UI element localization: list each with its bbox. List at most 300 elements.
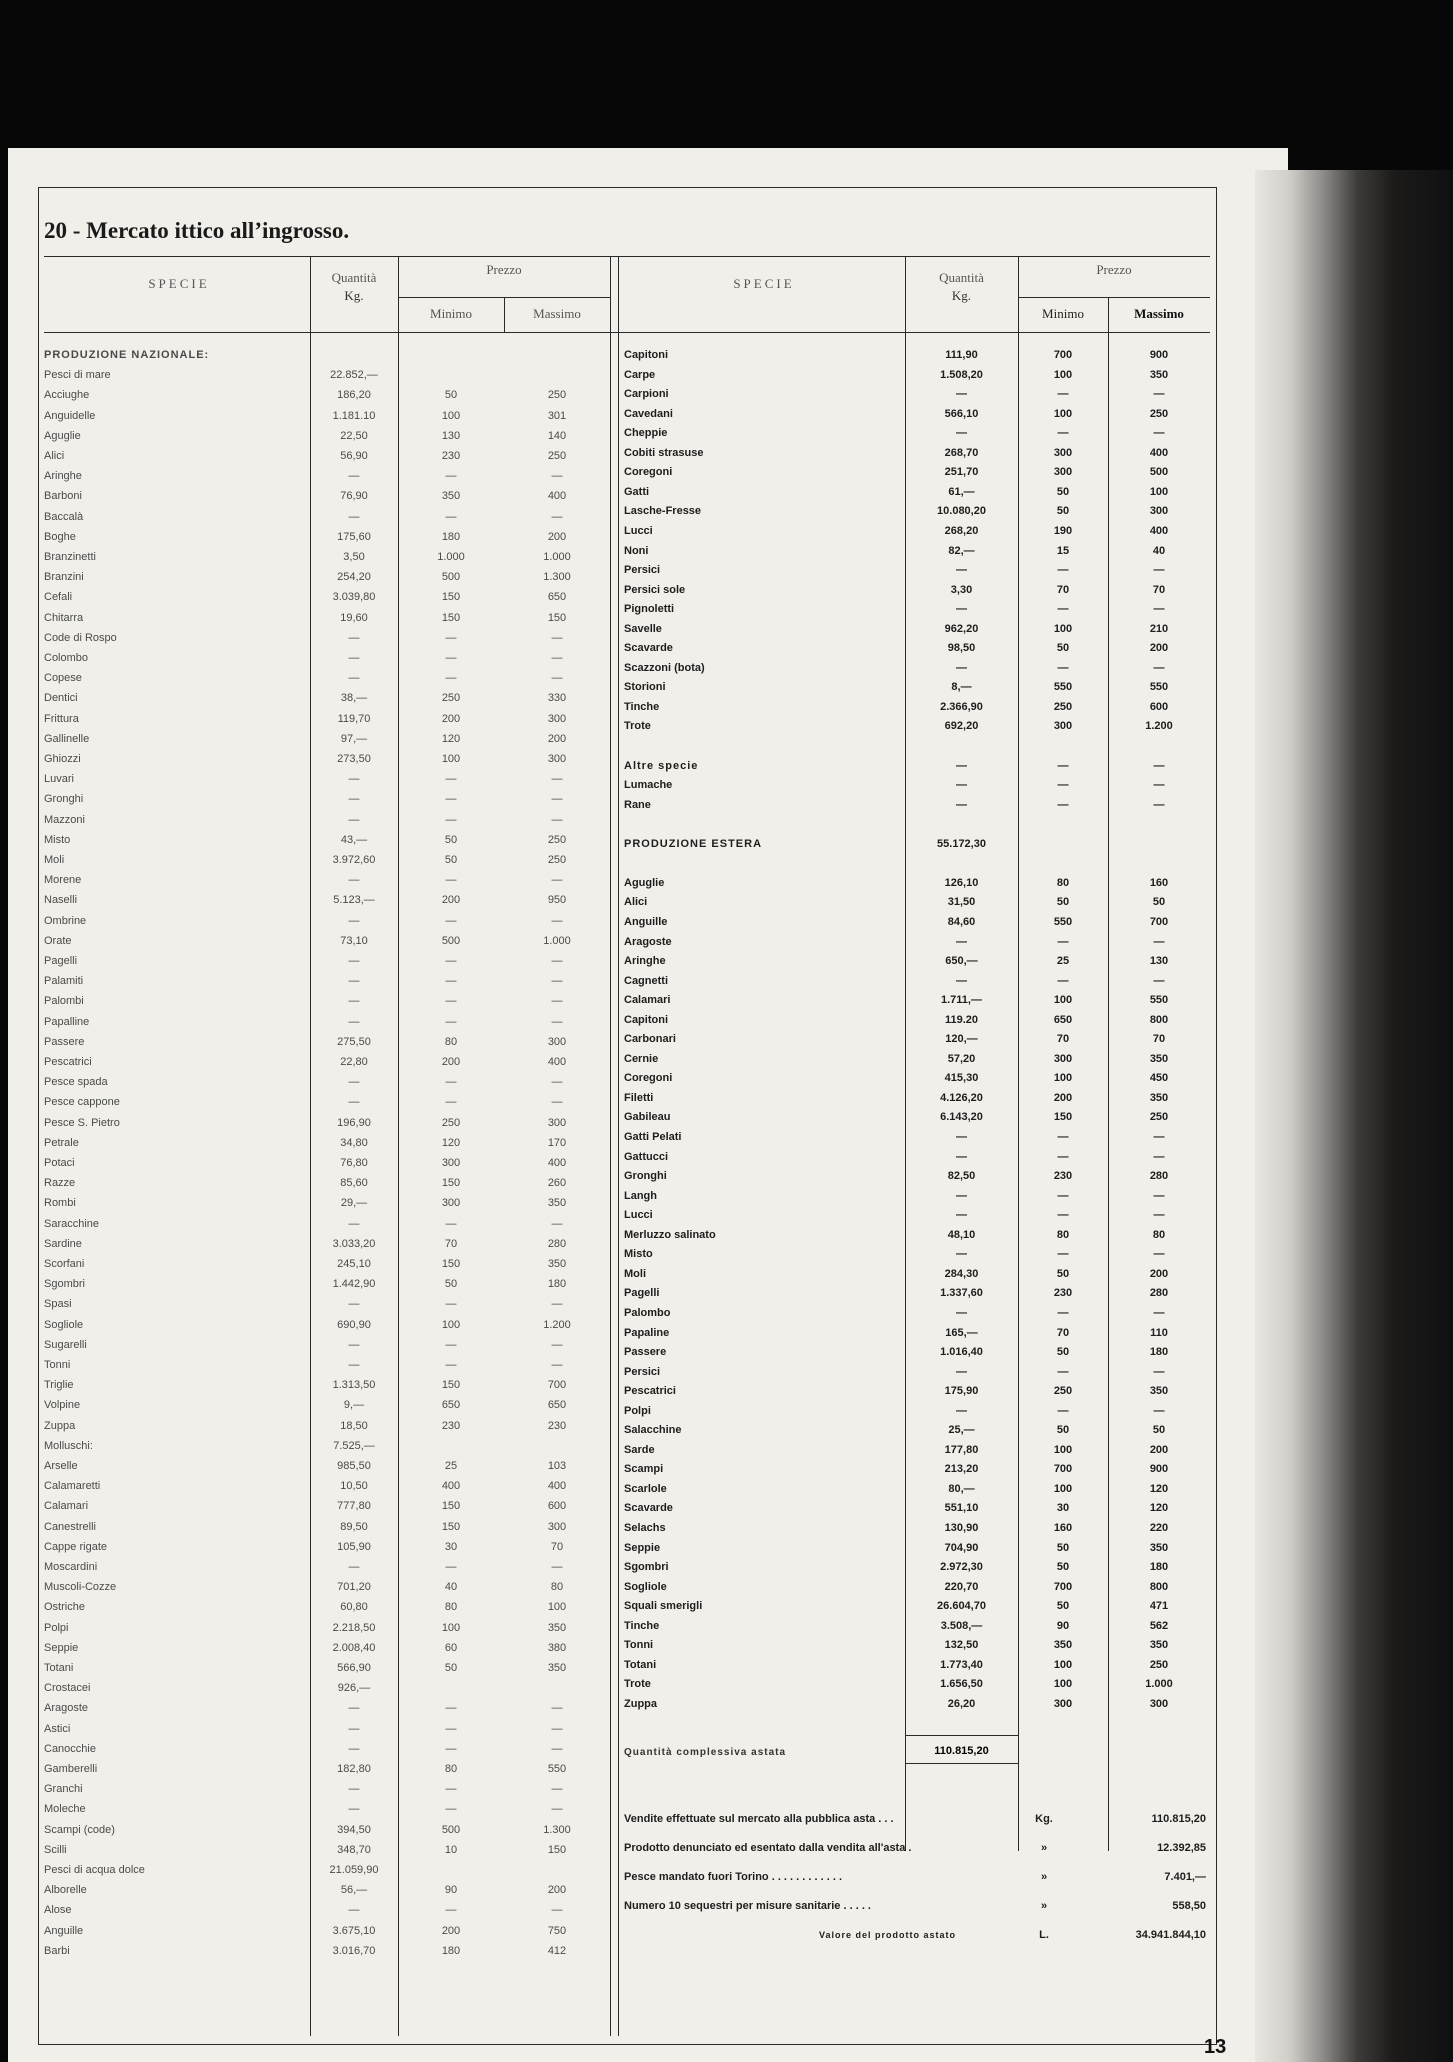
species-label: Noni: [624, 545, 651, 557]
price-max-cell: —: [551, 1298, 563, 1311]
price-min-cell: 300: [1053, 1697, 1073, 1710]
price-min-cell: 50: [444, 389, 458, 402]
price-min-cell: —: [1057, 935, 1069, 948]
species-label: Anguidelle: [44, 410, 98, 422]
species-label: Coregoni: [624, 1072, 675, 1084]
quantity-cell: 220,70: [944, 1580, 979, 1593]
price-min-cell: 150: [441, 1379, 461, 1392]
quantity-cell: 38,—: [340, 692, 368, 705]
price-max-cell: 250: [1149, 1658, 1169, 1671]
price-max-cell: —: [1153, 798, 1165, 811]
table-row: [624, 893, 1210, 912]
quantity-cell: 2.366,90: [940, 700, 983, 713]
species-name: [44, 1821, 306, 1840]
species-name: [624, 678, 902, 697]
species-name: [624, 1558, 902, 1577]
species-name: [44, 1659, 306, 1678]
price-min-cell: —: [445, 1742, 457, 1755]
price-max-cell: 1.200: [543, 1318, 571, 1331]
quantity-cell: 57,20: [947, 1052, 976, 1065]
species-name: [44, 1598, 306, 1617]
species-name: [44, 1922, 306, 1941]
quantity-cell: 26,20: [947, 1697, 976, 1710]
table-row: [624, 542, 1210, 561]
table-row: [44, 1780, 610, 1799]
species-label: Sardine: [44, 1238, 85, 1250]
price-max-cell: 50: [1152, 1424, 1166, 1437]
species-label: Petrale: [44, 1137, 82, 1149]
price-min-cell: —: [445, 1096, 457, 1109]
table-row: [44, 1760, 610, 1779]
species-name: [44, 1295, 306, 1314]
species-label: Totani: [624, 1659, 659, 1671]
species-label: Pesce S. Pietro: [44, 1117, 123, 1129]
species-name: [624, 776, 902, 795]
species-name: [624, 502, 902, 521]
price-min-cell: 300: [441, 1197, 461, 1210]
price-min-cell: 550: [1053, 915, 1073, 928]
species-label: Zuppa: [624, 1698, 660, 1710]
species-name: [44, 1699, 306, 1718]
price-max-cell: 400: [1149, 524, 1169, 537]
price-min-cell: 700: [1053, 349, 1073, 361]
table-row: [44, 972, 610, 991]
price-max-cell: 600: [1149, 700, 1169, 713]
species-label: Aragoste: [624, 936, 675, 948]
species-label: Mazzoni: [44, 814, 88, 826]
species-name: [44, 1861, 306, 1880]
header-rule: [44, 332, 1210, 333]
table-row: [624, 796, 1210, 815]
quantity-cell: —: [956, 974, 967, 987]
species-label: Sugarelli: [44, 1339, 90, 1351]
species-name: [624, 698, 902, 717]
price-max-cell: 200: [1149, 1443, 1169, 1456]
price-min-cell: —: [445, 813, 457, 826]
table-row: [44, 447, 610, 466]
price-max-cell: 350: [1149, 368, 1169, 381]
species-name: [624, 1656, 902, 1675]
species-name: [44, 1073, 306, 1092]
price-min-cell: 50: [1056, 1424, 1070, 1437]
table-row: [44, 1901, 610, 1920]
species-name: [44, 1437, 306, 1456]
price-max-cell: —: [1153, 974, 1165, 987]
table-row: [44, 649, 610, 668]
summary-unit: Kg.: [1035, 1813, 1053, 1825]
species-name: [624, 1030, 902, 1049]
species-name: [44, 1033, 306, 1052]
price-min-cell: 200: [441, 894, 461, 907]
table-row: [44, 1215, 610, 1234]
price-max-cell: —: [551, 1722, 563, 1735]
species-name: [44, 1215, 306, 1234]
table-row: [624, 1030, 1210, 1049]
price-min-cell: —: [1057, 388, 1069, 401]
species-name: [44, 447, 306, 466]
species-label: Altre specie: [624, 760, 701, 772]
price-max-cell: 150: [547, 611, 567, 624]
price-max-cell: 200: [547, 732, 567, 745]
price-min-cell: 150: [441, 1500, 461, 1513]
price-max-cell: —: [1153, 1209, 1165, 1222]
species-name: [44, 1720, 306, 1739]
price-max-cell: 120: [1149, 1482, 1169, 1495]
table-row: [44, 1558, 610, 1577]
species-label: Calamari: [44, 1500, 91, 1512]
species-name: [624, 1402, 902, 1421]
price-max-cell: —: [551, 793, 563, 806]
table-row: [624, 854, 1210, 873]
species-label: Barbi: [44, 1945, 73, 1957]
quantity-cell: 3.508,—: [940, 1619, 983, 1632]
price-min-cell: 500: [441, 1823, 461, 1836]
species-name: [44, 912, 306, 931]
quantity-cell: 8,—: [951, 681, 972, 694]
species-label: Canestrelli: [44, 1521, 99, 1533]
price-min-cell: 30: [444, 1540, 458, 1553]
quantity-cell: —: [956, 564, 967, 577]
species-label: Cagnetti: [624, 975, 671, 987]
quantity-cell: 18,50: [340, 1419, 368, 1432]
species-label: Tonni: [624, 1639, 656, 1651]
species-name: [44, 366, 306, 385]
price-max-cell: —: [551, 1096, 563, 1109]
species-label: Trote: [624, 1678, 654, 1690]
species-name: [624, 1148, 902, 1167]
quantity-cell: —: [956, 1131, 967, 1143]
quantity-cell: 1.711,—: [941, 994, 982, 1007]
quantity-cell: 10,50: [340, 1480, 368, 1493]
table-row: [624, 1480, 1210, 1499]
quantity-cell: 7.525,—: [333, 1439, 375, 1452]
price-min-cell: 400: [441, 1480, 461, 1493]
summary-value: 12.392,85: [1157, 1842, 1206, 1854]
table-row: [624, 776, 1210, 795]
price-max-cell: —: [1153, 1248, 1165, 1261]
price-max-cell: 550: [547, 1763, 567, 1775]
quantity-cell: 704,90: [944, 1541, 979, 1554]
total-rule: [905, 1763, 1018, 1764]
quantity-cell: 701,20: [337, 1581, 371, 1594]
table-row: [44, 1518, 610, 1537]
price-min-cell: 100: [441, 1621, 461, 1634]
table-row: [624, 737, 1210, 756]
table-row: [624, 1284, 1210, 1303]
species-label: Moli: [44, 854, 67, 866]
price-min-cell: 40: [444, 1581, 458, 1594]
quantity-cell: 80,—: [948, 1482, 975, 1495]
species-label: Carbonari: [624, 1033, 679, 1045]
species-label: Papalline: [44, 1016, 92, 1028]
species-label: Moscardini: [44, 1561, 100, 1573]
table-row: [44, 1578, 610, 1597]
price-min-cell: 200: [1053, 1091, 1073, 1104]
price-max-cell: 1.300: [543, 1823, 571, 1836]
species-name: [44, 629, 306, 648]
table-row: [44, 1194, 610, 1213]
price-subrule: [1018, 297, 1210, 298]
price-min-cell: 100: [1053, 407, 1073, 420]
quantity-cell: 76,90: [340, 490, 368, 503]
price-max-cell: —: [551, 1217, 563, 1230]
table-row: [624, 424, 1210, 443]
price-min-cell: 100: [1053, 368, 1073, 381]
price-min-cell: —: [445, 1783, 457, 1796]
quantity-cell: 1.181.10: [332, 409, 376, 422]
quantity-cell: 777,80: [337, 1500, 371, 1513]
species-name: [44, 689, 306, 708]
price-max-cell: 250: [1149, 407, 1169, 420]
price-max-cell: —: [551, 470, 563, 483]
species-label: Gallinelle: [44, 733, 92, 745]
species-name: [624, 1675, 902, 1694]
quantity-cell: 551,10: [944, 1502, 979, 1515]
table-row: [44, 790, 610, 809]
species-label: PRODUZIONE NAZIONALE:: [44, 349, 212, 361]
species-name: [44, 851, 306, 870]
price-min-cell: —: [445, 672, 457, 685]
quantity-cell: 29,—: [340, 1197, 368, 1210]
quantity-cell: 268,70: [944, 446, 979, 459]
price-min-cell: —: [445, 510, 457, 523]
quantity-cell: —: [348, 1722, 360, 1735]
price-max-cell: —: [1153, 1365, 1165, 1378]
table-row: [624, 1206, 1210, 1225]
quantity-cell: 1.656,50: [940, 1678, 983, 1691]
species-name: [44, 1538, 306, 1557]
price-min-cell: 250: [1053, 700, 1073, 713]
price-max-cell: 200: [1149, 1267, 1169, 1280]
table-row: [624, 913, 1210, 932]
species-label: Saracchine: [44, 1218, 102, 1230]
quantity-cell: —: [348, 1561, 360, 1573]
price-max-cell: —: [551, 773, 563, 786]
price-min-cell: 25: [1056, 955, 1070, 968]
species-name: [624, 1519, 902, 1538]
species-name: [624, 1460, 902, 1479]
species-name: [624, 463, 902, 482]
species-label: Pagelli: [44, 955, 80, 967]
species-name: [44, 548, 306, 567]
species-name: [624, 1636, 902, 1655]
table-row: [44, 891, 610, 910]
table-row: [44, 1598, 610, 1617]
price-max-cell: 200: [547, 530, 567, 543]
quantity-cell: 56,—: [340, 1884, 368, 1897]
species-label: Anguille: [624, 916, 670, 928]
species-label: Capitoni: [624, 1014, 671, 1026]
species-label: Copese: [44, 672, 85, 684]
total-label: Quantità complessiva astata: [624, 1747, 787, 1758]
species-label: Aringhe: [624, 955, 669, 967]
species-name: [44, 1336, 306, 1355]
price-min-cell: 100: [441, 1318, 461, 1331]
price-max-cell: —: [551, 1359, 563, 1371]
table-row: [624, 1558, 1210, 1577]
price-max-cell: 350: [547, 1258, 567, 1270]
species-name: [624, 1284, 902, 1303]
species-name: [44, 790, 306, 809]
price-min-cell: 80: [1056, 1228, 1070, 1241]
price-max-cell: 471: [1149, 1600, 1169, 1613]
price-min-cell: —: [1057, 1189, 1069, 1202]
price-min-cell: —: [445, 773, 457, 786]
price-max-cell: —: [1153, 779, 1165, 792]
species-label: Lucci: [624, 525, 656, 537]
quantity-cell: —: [348, 793, 360, 806]
summary-label: Valore del prodotto astato: [819, 1930, 957, 1940]
species-label: Gattucci: [624, 1151, 671, 1163]
quantity-cell: 22,80: [340, 1056, 368, 1068]
species-label: Pesce spada: [44, 1076, 111, 1088]
species-label: Trote: [624, 720, 654, 732]
quantity-cell: 21.059,90: [329, 1864, 379, 1876]
table-row: [624, 1167, 1210, 1186]
summary-label: Pesce mandato fuori Torino . . . . . . . . . . . .: [624, 1871, 842, 1883]
price-max-cell: —: [1153, 388, 1165, 401]
price-min-cell: 550: [1053, 681, 1073, 694]
price-min-cell: 70: [444, 1237, 458, 1250]
price-max-cell: 70: [550, 1540, 564, 1553]
table-row: [44, 1841, 610, 1860]
table-row: [624, 502, 1210, 521]
table-row: [624, 952, 1210, 971]
species-name: [624, 1324, 902, 1343]
price-min-cell: 30: [1056, 1502, 1070, 1515]
quantity-cell: 1.442,90: [332, 1278, 376, 1291]
quantity-cell: 3,50: [343, 551, 365, 563]
price-min-cell: 70: [1056, 583, 1070, 596]
price-min-cell: 80: [1056, 876, 1070, 889]
quantity-cell: 692,20: [944, 720, 979, 733]
quantity-cell: 186,20: [337, 389, 371, 402]
price-max-cell: —: [551, 1015, 563, 1028]
species-name: [44, 992, 306, 1011]
species-label: Passere: [44, 1036, 87, 1048]
table-row: [624, 1226, 1210, 1245]
price-max-cell: 350: [1149, 1385, 1169, 1398]
price-max-cell: 250: [547, 389, 567, 402]
quantity-cell: —: [956, 1404, 967, 1417]
price-max-cell: 140: [547, 429, 567, 442]
species-label: Cheppie: [624, 427, 670, 439]
header-massimo: Massimo: [533, 306, 581, 321]
price-min-cell: 150: [441, 1258, 461, 1270]
price-max-cell: 130: [1149, 955, 1169, 968]
table-row: [44, 1922, 610, 1941]
price-max-cell: —: [1153, 1131, 1165, 1143]
species-name: [624, 1167, 902, 1186]
quantity-cell: —: [348, 1338, 360, 1351]
species-label: Astici: [44, 1723, 73, 1735]
quantity-cell: 3.033,20: [332, 1237, 376, 1250]
price-min-cell: —: [445, 1298, 457, 1311]
species-label: Pesci di acqua dolce: [44, 1864, 148, 1876]
table-row: [624, 1460, 1210, 1479]
price-min-cell: 80: [444, 1035, 458, 1048]
quantity-cell: 22.852,—: [330, 369, 378, 382]
species-label: Aguglie: [44, 430, 84, 442]
price-max-cell: 250: [1149, 1111, 1169, 1124]
price-min-cell: 50: [444, 1662, 458, 1674]
table-row: [44, 932, 610, 951]
species-name: [44, 1174, 306, 1193]
species-label: Persici: [624, 1366, 663, 1378]
quantity-cell: 2.972,30: [940, 1561, 983, 1574]
price-max-cell: —: [551, 813, 563, 826]
price-max-cell: 300: [547, 1116, 567, 1129]
price-min-cell: 100: [1053, 622, 1073, 635]
species-name: [44, 1093, 306, 1112]
quantity-cell: 175,60: [337, 530, 371, 543]
table-row: [44, 1134, 610, 1153]
price-max-cell: 40: [1152, 544, 1166, 557]
quantity-cell: 566,10: [944, 407, 979, 420]
species-name: [44, 1477, 306, 1496]
species-name: [624, 952, 902, 971]
quantity-cell: 10.080,20: [937, 505, 986, 518]
section-row: [624, 757, 1210, 776]
species-label: Ghiozzi: [44, 753, 84, 765]
summary-label: Prodotto denunciato ed esentato dalla vendita all'asta .: [624, 1842, 912, 1854]
species-label: Seppie: [624, 1542, 663, 1554]
species-name: [44, 1275, 306, 1294]
quantity-cell: —: [956, 388, 967, 401]
species-name: [44, 568, 306, 587]
quantity-cell: 268,20: [944, 524, 979, 537]
summary-value: 558,50: [1172, 1900, 1206, 1912]
quantity-cell: 82,50: [947, 1170, 976, 1183]
price-max-cell: —: [551, 1076, 563, 1089]
price-min-cell: 150: [441, 1177, 461, 1190]
price-min-cell: —: [445, 1217, 457, 1230]
species-label: Scavarde: [624, 642, 676, 654]
table-row: [624, 933, 1210, 952]
quantity-cell: 3,30: [950, 583, 973, 596]
price-min-cell: 150: [441, 1520, 461, 1533]
price-min-cell: —: [445, 1803, 457, 1816]
price-min-cell: 100: [1053, 994, 1073, 1007]
quantity-cell: 5.123,—: [333, 894, 375, 907]
price-max-cell: 70: [1152, 1033, 1166, 1046]
price-min-cell: —: [445, 975, 457, 988]
price-max-cell: 400: [1149, 446, 1169, 459]
price-min-cell: —: [1057, 427, 1069, 440]
table-row: [44, 1174, 610, 1193]
price-min-cell: 150: [441, 591, 461, 604]
table-row: [624, 1148, 1210, 1167]
species-label: Branzini: [44, 571, 87, 583]
quantity-cell: 60,80: [340, 1601, 368, 1614]
species-label: PRODUZIONE ESTERA: [624, 838, 765, 850]
binding-edge: [1255, 170, 1453, 2062]
table-row: [44, 1093, 610, 1112]
quantity-cell: —: [348, 672, 360, 685]
quantity-cell: 3.016,70: [332, 1944, 376, 1957]
table-row: [44, 1275, 610, 1294]
quantity-cell: 132,50: [944, 1639, 979, 1652]
quantity-cell: 31,50: [947, 896, 976, 909]
table-row: [44, 871, 610, 890]
table-row: [44, 1396, 610, 1415]
table-row: [624, 1656, 1210, 1675]
price-min-cell: 100: [1053, 1443, 1073, 1456]
quantity-cell: 25,—: [948, 1424, 975, 1437]
species-name: [624, 1343, 902, 1362]
price-min-cell: —: [445, 1015, 457, 1028]
price-min-cell: 120: [441, 732, 461, 745]
